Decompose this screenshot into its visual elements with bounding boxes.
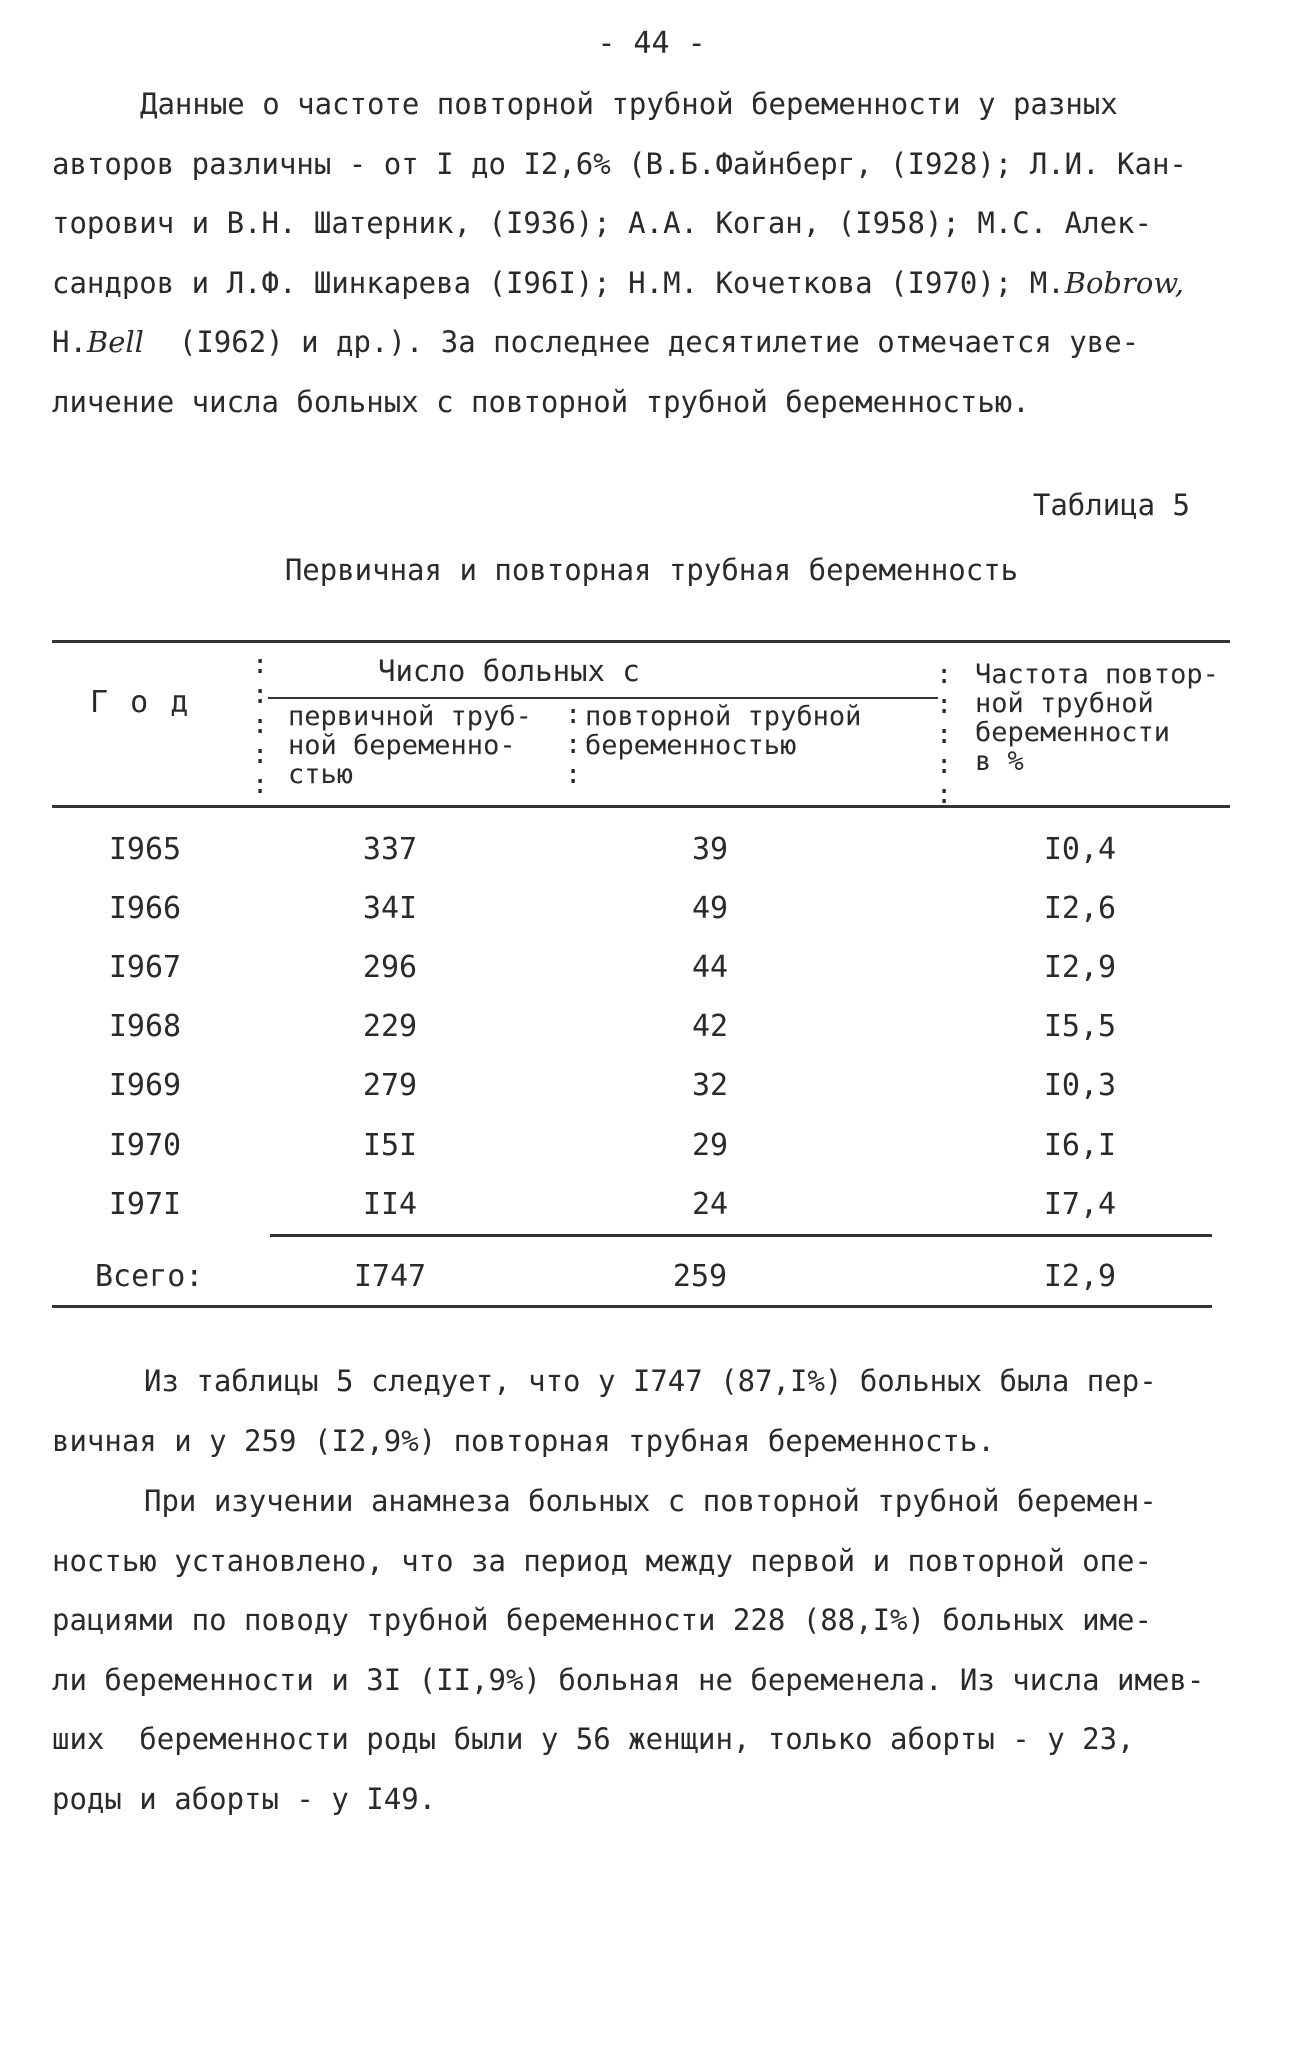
year-cell: I969 bbox=[108, 1068, 182, 1103]
repeat-cell: 49 bbox=[691, 891, 729, 926]
year-cell: I970 bbox=[108, 1128, 182, 1163]
frequency-cell: I7,4 bbox=[1043, 1187, 1117, 1222]
text-line: рациями по поводу трубной беременности 228 (88,I%) больных име- bbox=[52, 1603, 1152, 1637]
primary-cell: 34I bbox=[362, 891, 418, 926]
repeat-cell: 24 bbox=[691, 1187, 729, 1222]
text-line: авторов различны - от I до I2,6% (В.Б.Файнберг, (I928); Л.И. Кан- bbox=[52, 146, 1187, 181]
primary-total-cell: I747 bbox=[353, 1259, 427, 1294]
table-title: Первичная и повторная трубная беременность bbox=[284, 553, 1019, 587]
repeat-cell: 39 bbox=[691, 832, 729, 867]
primary-column-header: первичной труб- ной беременно- стью bbox=[288, 701, 532, 790]
text-line: ностью установлено, что за период между первой и повторной опе- bbox=[52, 1543, 1152, 1578]
frequency-cell: I6,I bbox=[1043, 1128, 1117, 1163]
frequency-cell: I2,9 bbox=[1043, 950, 1117, 985]
anamnesis-paragraph bbox=[52, 1472, 1262, 1829]
header-bottom-rule bbox=[52, 805, 1230, 808]
year-cell: I965 bbox=[108, 832, 182, 867]
column-separator: : : : : : bbox=[252, 649, 269, 800]
text-fragment: (I962) и др.). За последнее десятилетие отмечается уве- bbox=[143, 325, 1140, 359]
text-fragment: сандров и Л.Ф. Шинкарева (I96I); Н.М. Кочеткова (I970); М. bbox=[52, 265, 1065, 300]
frequency-cell: I5,5 bbox=[1043, 1009, 1117, 1044]
year-header: Г о д bbox=[90, 685, 191, 720]
year-cell: I966 bbox=[108, 891, 182, 926]
text-line: При изучении анамнеза больных с повторной трубной беремен- bbox=[144, 1484, 1157, 1518]
text-fragment: Н. bbox=[52, 325, 87, 359]
primary-cell: I5I bbox=[362, 1128, 418, 1163]
frequency-cell: I0,3 bbox=[1043, 1068, 1117, 1103]
page-number: - 44 - bbox=[597, 26, 706, 61]
frequency-cell: I2,6 bbox=[1043, 891, 1117, 926]
column-separator: : : : : : bbox=[936, 659, 953, 810]
repeat-total-cell: 259 bbox=[672, 1259, 728, 1294]
text-line: ших беременности роды были у 56 женщин, только аборты - у 23, bbox=[52, 1722, 1135, 1756]
primary-cell: 337 bbox=[362, 832, 418, 867]
frequency-column-header: Частота повтор- ной трубной беременности в % bbox=[975, 659, 1219, 777]
handwritten-name: Bell bbox=[86, 325, 144, 359]
header-sub-rule bbox=[268, 697, 938, 699]
intro-paragraph bbox=[52, 75, 1262, 432]
primary-cell: II4 bbox=[362, 1187, 418, 1222]
total-top-rule bbox=[270, 1234, 1212, 1237]
text-line: ли беременности и 3I (II,9%) больная не беременела. Из числа имев- bbox=[52, 1662, 1205, 1697]
text-line: вичная и у 259 (I2,9%) повторная трубная беременность. bbox=[52, 1423, 995, 1458]
primary-cell: 229 bbox=[362, 1009, 418, 1044]
text-line: личение числа больных с повторной трубной беременностью. bbox=[52, 384, 1030, 419]
frequency-cell: I0,4 bbox=[1043, 832, 1117, 867]
year-cell: I968 bbox=[108, 1009, 182, 1044]
frequency-total-cell: I2,9 bbox=[1043, 1259, 1117, 1294]
total-label: Всего: bbox=[95, 1259, 204, 1294]
repeat-cell: 44 bbox=[691, 950, 729, 985]
primary-cell: 279 bbox=[362, 1068, 418, 1103]
repeat-column-header: повторной трубной беременностью bbox=[585, 701, 862, 761]
text-line: Из таблицы 5 следует, что у I747 (87,I%) больных была пер- bbox=[144, 1364, 1157, 1398]
text-line bbox=[52, 313, 1262, 373]
text-line: роды и аборты - у I49. bbox=[52, 1781, 437, 1816]
table-label: Таблица 5 bbox=[1032, 488, 1190, 522]
repeat-cell: 42 bbox=[691, 1009, 729, 1044]
repeat-cell: 29 bbox=[691, 1128, 729, 1163]
column-separator: : : : bbox=[565, 699, 582, 790]
table-top-rule bbox=[52, 640, 1230, 643]
primary-cell: 296 bbox=[362, 950, 418, 985]
year-cell: I967 bbox=[108, 950, 182, 985]
repeat-cell: 32 bbox=[691, 1068, 729, 1103]
year-cell: I97I bbox=[108, 1187, 182, 1222]
text-line: торович и В.Н. Шатерник, (I936); А.А. Коган, (I958); М.С. Алек- bbox=[52, 206, 1152, 240]
text-line: Данные о частоте повторной трубной беременности у разных bbox=[140, 87, 1118, 121]
conclusion-paragraph bbox=[52, 1352, 1262, 1471]
table-bottom-rule bbox=[52, 1305, 1212, 1308]
handwritten-name: Bobrow, bbox=[1064, 265, 1184, 300]
patients-group-header: Число больных с bbox=[378, 654, 640, 688]
text-line bbox=[52, 254, 1262, 314]
